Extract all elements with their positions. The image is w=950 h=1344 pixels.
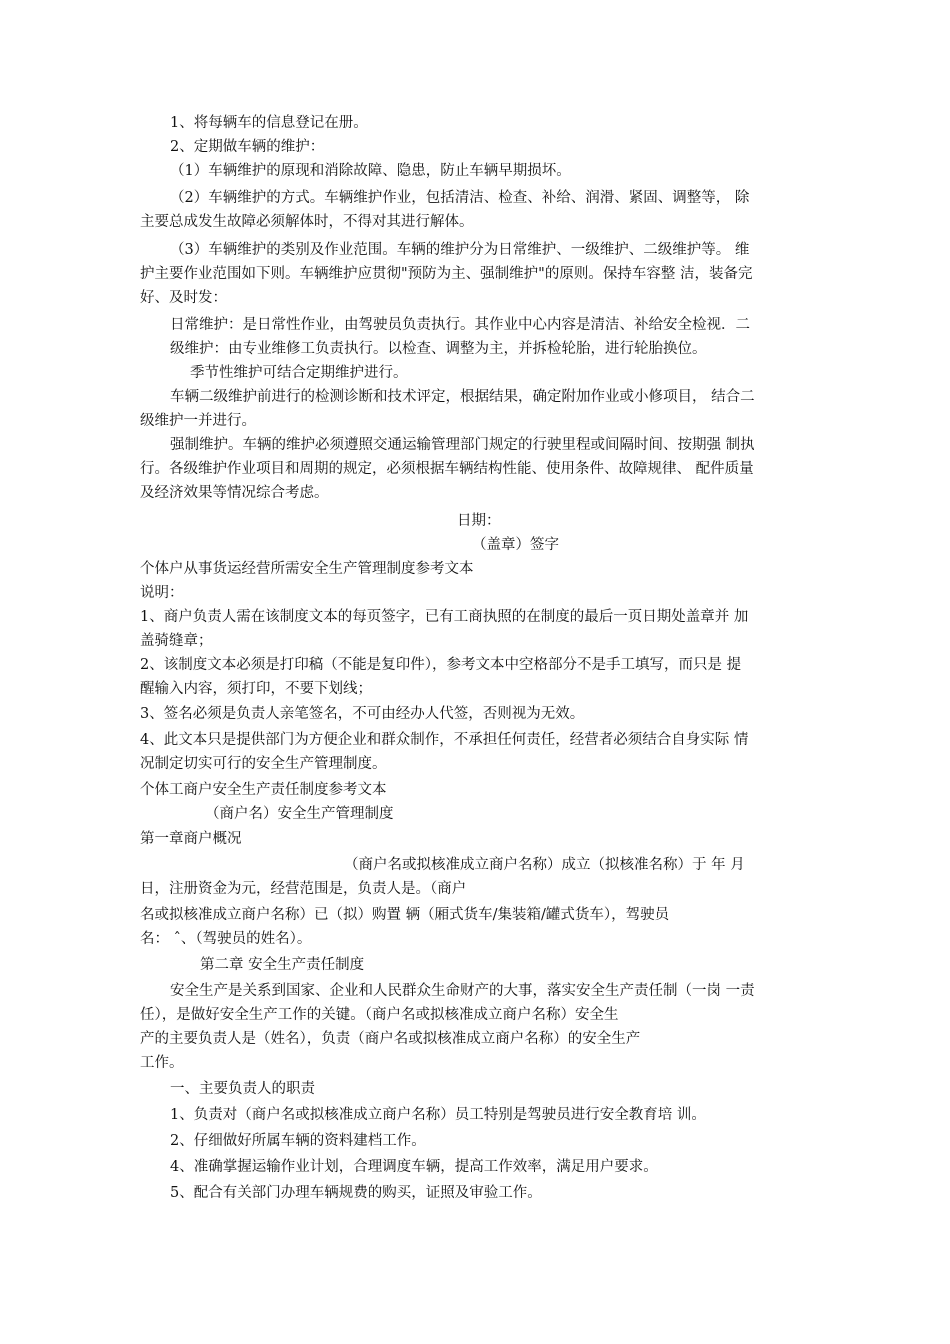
text-line: 及经济效果等情况综合考虑。 [140, 485, 329, 501]
text-line: 好、及时发： [140, 290, 227, 306]
section-title: 个体工商户安全生产责任制度参考文本 [140, 782, 387, 798]
text-line: 4、准确掌握运输作业计划，合理调度车辆，提高工作效率，满足用户要求。 [170, 1159, 658, 1175]
text-line: 级维护一并进行。 [140, 413, 256, 429]
text-line: 1、将每辆车的信息登记在册。 [170, 115, 368, 131]
text-line: 工作。 [140, 1055, 184, 1071]
text-line: （1）车辆维护的原现和消除故障、隐患，防止车辆早期损坏。 [170, 163, 571, 179]
text-line: 名： ˆ、（驾驶员的姓名）。 [140, 931, 312, 947]
text-line: 护主要作业范围如下则。车辆维护应贯彻"预防为主、强制维护"的原则。保持车容整 洁，装备完 [140, 266, 753, 282]
chapter-title: 第一章商户概况 [140, 831, 242, 847]
text-line: 5、配合有关部门办理车辆规费的购买，证照及审验工作。 [170, 1185, 542, 1201]
text-line: 4、此文本只是提供部门为方便企业和群众制作，不承担任何责任，经营者必须结合自身实际 情 [140, 732, 749, 748]
text-line: 2、定期做车辆的维护： [170, 139, 325, 155]
date-label: 日期： [457, 513, 501, 529]
text-line: 盖骑缝章； [140, 633, 213, 649]
text-line: 日，注册资金为元，经营范围是，负责人是。（商户 [140, 881, 467, 897]
text-line: 主要总成发生故障必须解体时，不得对其进行解体。 [140, 214, 474, 230]
text-line: 车辆二级维护前进行的检测诊断和技术评定，根据结果，确定附加作业或小修项目， 结合二 [170, 389, 755, 405]
text-line: （3）车辆维护的类别及作业范围。车辆的维护分为日常维护、一级维护、二级维护等。 维 [170, 242, 750, 258]
text-line: 说明： [140, 585, 184, 601]
text-line: （2）车辆维护的方式。车辆维护作业，包括清洁、检查、补给、润滑、紧固、调整等， 除 [170, 190, 750, 206]
text-line: 安全生产是关系到国家、企业和人民群众生命财产的大事，落实安全生产责任制（一岗 一责 [170, 983, 755, 999]
text-line: 行。各级维护作业项目和周期的规定，必须根据车辆结构性能、使用条件、故障规律、 配件质量 [140, 461, 754, 477]
text-line: 醒输入内容，须打印，不要下划线； [140, 681, 372, 697]
section-title: （商户名）安全生产管理制度 [205, 806, 394, 822]
text-line: 况制定切实可行的安全生产管理制度。 [140, 756, 387, 772]
text-line: 级维护：由专业维修工负责执行。以检查、调整为主，并拆检轮胎，进行轮胎换位。 [170, 341, 707, 357]
text-line: 季节性维护可结合定期维护进行。 [190, 365, 408, 381]
text-line: 强制维护。车辆的维护必须遵照交通运输管理部门规定的行驶里程或间隔时间、按期强 制执 [170, 437, 755, 453]
text-line: 1、商户负责人需在该制度文本的每页签字，已有工商执照的在制度的最后一页日期处盖章并 加 [140, 609, 749, 625]
text-line: 日常维护：是日常性作业，由驾驶员负责执行。其作业中心内容是清洁、补给安全检视．二 [170, 317, 750, 333]
text-line: 2、仔细做好所属车辆的资料建档工作。 [170, 1133, 426, 1149]
chapter-title: 第二章 安全生产责任制度 [200, 957, 365, 973]
section-title: 个体户从事货运经营所需安全生产管理制度参考文本 [140, 561, 474, 577]
text-line: 产的主要负责人是（姓名），负责（商户名或拟核准成立商户名称）的安全生产 [140, 1031, 641, 1047]
text-line: 任），是做好安全生产工作的关键。（商户名或拟核准成立商户名称）安全生 [140, 1007, 619, 1023]
text-line: （商户名或拟核准成立商户名称）成立（拟核准名称）于 年 月 [344, 857, 745, 873]
text-line: 名或拟核准成立商户名称）已（拟）购置 辆（厢式货车/集装箱/罐式货车），驾驶员 [140, 907, 670, 923]
text-line: 1、负责对（商户名或拟核准成立商户名称）员工特别是驾驶员进行安全教育培 训。 [170, 1107, 706, 1123]
seal-signature-label: （盖章）签字 [472, 537, 559, 553]
text-line: 2、该制度文本必须是打印稿（不能是复印件），参考文本中空格部分不是手工填写，而只是 提 [140, 657, 742, 673]
subsection-title: 一、主要负责人的职责 [170, 1081, 315, 1097]
text-line: 3、签名必须是负责人亲笔签名，不可由经办人代签，否则视为无效。 [140, 706, 585, 722]
